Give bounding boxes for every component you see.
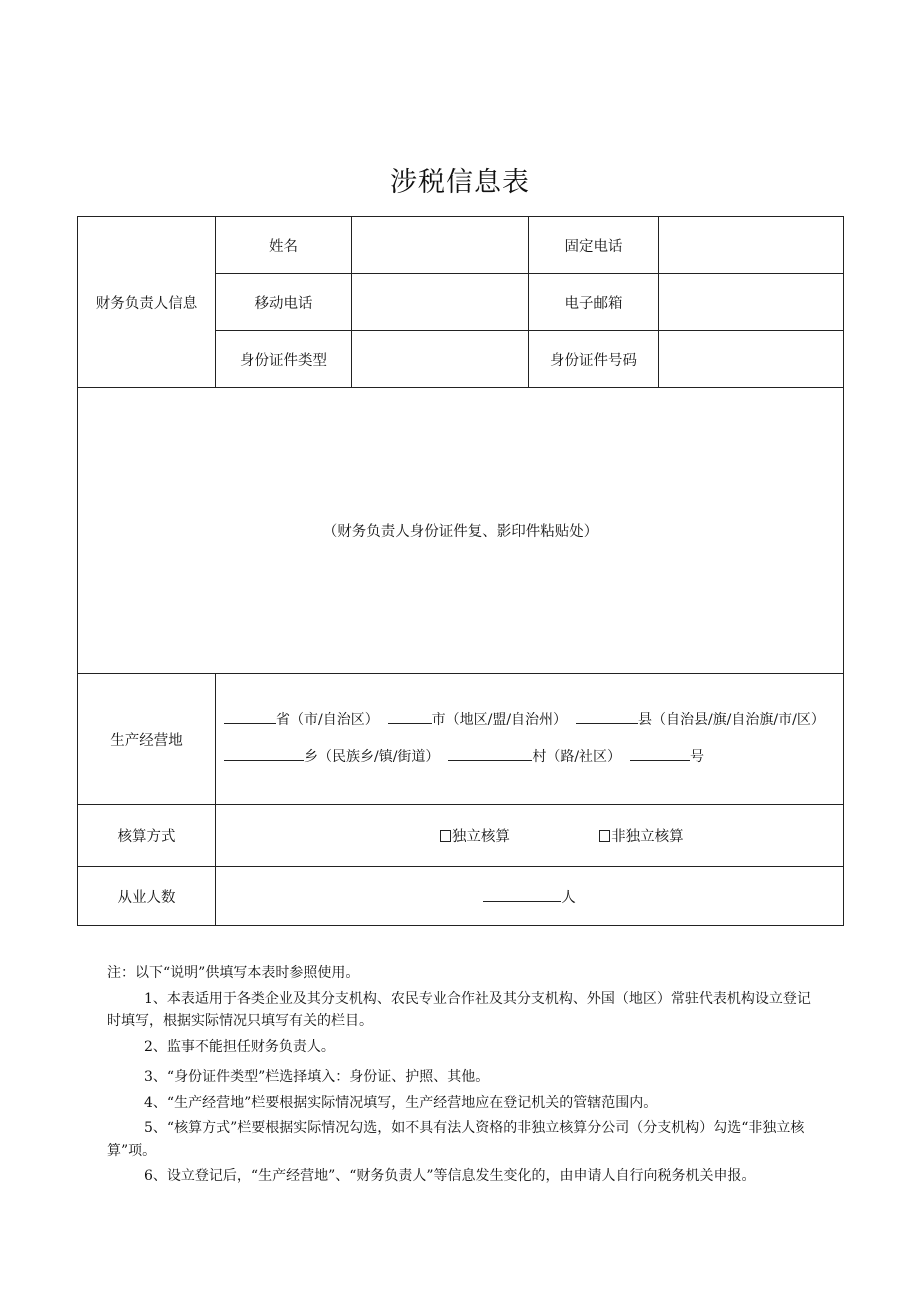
employees-field: [216, 867, 844, 926]
note-item: 3、“身份证件类型”栏选择填入：身份证、护照、其他。: [144, 1069, 490, 1085]
id-copy-paste-area: [78, 388, 844, 674]
tax-info-form: [77, 216, 844, 926]
township-blank[interactable]: [224, 744, 304, 761]
employees-blank[interactable]: [483, 885, 561, 902]
note-item: 4、“生产经营地”栏要根据实际情况填写，生产经营地应在登记机关的管辖范围内。: [144, 1094, 658, 1111]
address-field[interactable]: [216, 674, 844, 805]
notes-heading: 注：以下“说明”供填写本表时参照使用。: [107, 965, 360, 981]
number-blank[interactable]: [630, 744, 690, 761]
non-independent-accounting-label: 非独立核算: [611, 829, 684, 845]
notes-section: [107, 962, 819, 1188]
id-number-label: 身份证件号码: [529, 331, 659, 388]
township-unit: 乡（民族乡/镇/街道）: [304, 749, 440, 765]
note-item: 1、本表适用于各类企业及其分支机构、农民专业合作社及其分支机构、外国（地区）常驻代表机构设立登记时填写，根据实际情况只填写有关的栏目。: [107, 990, 811, 1029]
page-title: 涉税信息表: [390, 167, 530, 198]
province-blank[interactable]: [224, 707, 276, 724]
mobile-field[interactable]: [352, 274, 529, 331]
city-unit: 市（地区/盟/自治州）: [431, 712, 568, 728]
name-field[interactable]: [352, 217, 529, 274]
landline-field[interactable]: [659, 217, 844, 274]
independent-accounting-checkbox[interactable]: [440, 825, 510, 846]
employees-label: 从业人数: [78, 867, 216, 926]
province-unit: 省（市/自治区）: [276, 712, 379, 728]
id-copy-placeholder: （财务负责人身份证件复、影印件粘贴处）: [322, 524, 599, 540]
id-type-label: 身份证件类型: [216, 331, 352, 388]
address-label: 生产经营地: [78, 674, 216, 805]
village-blank[interactable]: [448, 744, 532, 761]
note-item: 2、监事不能担任财务负责人。: [144, 1038, 335, 1055]
email-label: 电子邮箱: [529, 274, 659, 331]
id-number-field[interactable]: [659, 331, 844, 388]
note-item: 5、“核算方式”栏要根据实际情况勾选，如不具有法人资格的非独立核算分公司（分支机构）勾选“非独立核算”项。: [107, 1120, 805, 1159]
checkbox-icon: [440, 830, 451, 842]
checkbox-icon: [599, 830, 610, 842]
note-item: 6、设立登记后，“生产经营地”、“财务负责人”等信息发生变化的，由申请人自行向税务机关申报。: [144, 1168, 756, 1184]
name-label: 姓名: [216, 217, 352, 274]
employees-unit: 人: [561, 890, 576, 906]
county-blank[interactable]: [576, 707, 638, 724]
email-field[interactable]: [659, 274, 844, 331]
number-unit: 号: [689, 749, 704, 765]
non-independent-accounting-checkbox[interactable]: [599, 825, 684, 846]
accounting-method-options: [216, 805, 844, 867]
city-blank[interactable]: [388, 707, 432, 724]
village-unit: 村（路/社区）: [532, 749, 622, 765]
id-type-field[interactable]: [352, 331, 529, 388]
finance-officer-section-label: 财务负责人信息: [78, 217, 216, 388]
landline-label: 固定电话: [529, 217, 659, 274]
mobile-label: 移动电话: [216, 274, 352, 331]
county-unit: 县（自治县/旗/自治旗/市/区）: [637, 712, 825, 728]
independent-accounting-label: 独立核算: [451, 829, 510, 845]
accounting-method-label: 核算方式: [78, 805, 216, 867]
